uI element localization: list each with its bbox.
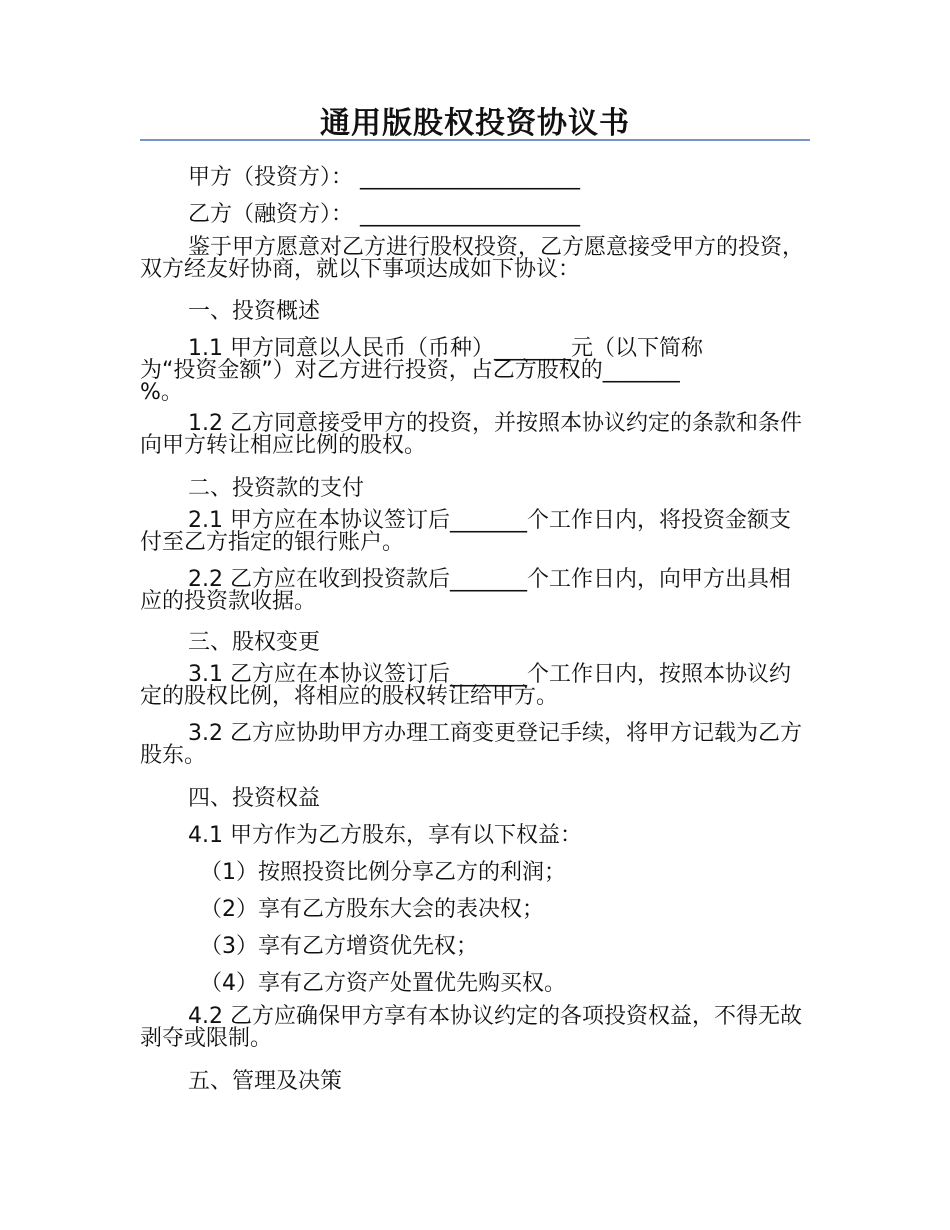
clause-2-2: 2.2 乙方应在收到投资款后_______个工作日内，向甲方出具相应的投资款收据。 (140, 567, 791, 614)
document-title: 通用版股权投资协议书 (320, 106, 630, 141)
party-a-line: 甲方（投资方）： ____________________ (188, 165, 580, 190)
clause-4-1: 4.1 甲方作为乙方股东，享有以下权益： (188, 823, 582, 848)
clause-3-2: 3.2 乙方应协助甲方办理工商变更登记手续，将甲方记载为乙方股东。 (140, 721, 802, 768)
section-2-heading: 二、投资款的支付 (188, 476, 365, 501)
section-3-heading: 三、股权变更 (188, 630, 321, 655)
clause-2-1: 2.1 甲方应在本协议签订后_______个工作日内，将投资金额支付至乙方指定的银行账户。 (140, 508, 791, 555)
intro-paragraph: 鉴于甲方愿意对乙方进行股权投资，乙方愿意接受甲方的投资，双方经友好协商，就以下事项达成如下协议： (140, 235, 805, 282)
section-4-heading: 四、投资权益 (188, 786, 321, 811)
clause-1-1-line-2: 为“投资金额”）对乙方进行投资，占乙方股权的_______ (140, 358, 680, 383)
section-5-heading: 五、管理及决策 (188, 1069, 343, 1094)
clause-1-1-line-1: 1.1 甲方同意以人民币（币种）_______元（以下简称 (188, 336, 703, 361)
clause-1-2: 1.2 乙方同意接受甲方的投资，并按照本协议约定的条款和条件向甲方转让相应比例的股权。 (140, 411, 802, 458)
title-underline (140, 139, 810, 141)
list-item: （2）享有乙方股东大会的表决权； (200, 897, 544, 922)
clause-4-2: 4.2 乙方应确保甲方享有本协议约定的各项投资权益，不得无故剥夺或限制。 (140, 1004, 802, 1051)
list-item: （4）享有乙方资产处置优先购买权。 (200, 971, 566, 996)
section-1-heading: 一、投资概述 (188, 299, 321, 324)
party-b-line: 乙方（融资方）： ____________________ (188, 202, 580, 227)
clause-3-1: 3.1 乙方应在本协议签订后_______个工作日内，按照本协议约定的股权比例，将相应的股权转让给甲方。 (140, 662, 791, 709)
list-item: （1）按照投资比例分享乙方的利润； (200, 860, 566, 885)
clause-1-1-line-3: %。 (140, 380, 183, 405)
list-item: （3）享有乙方增资优先权； (200, 934, 478, 959)
